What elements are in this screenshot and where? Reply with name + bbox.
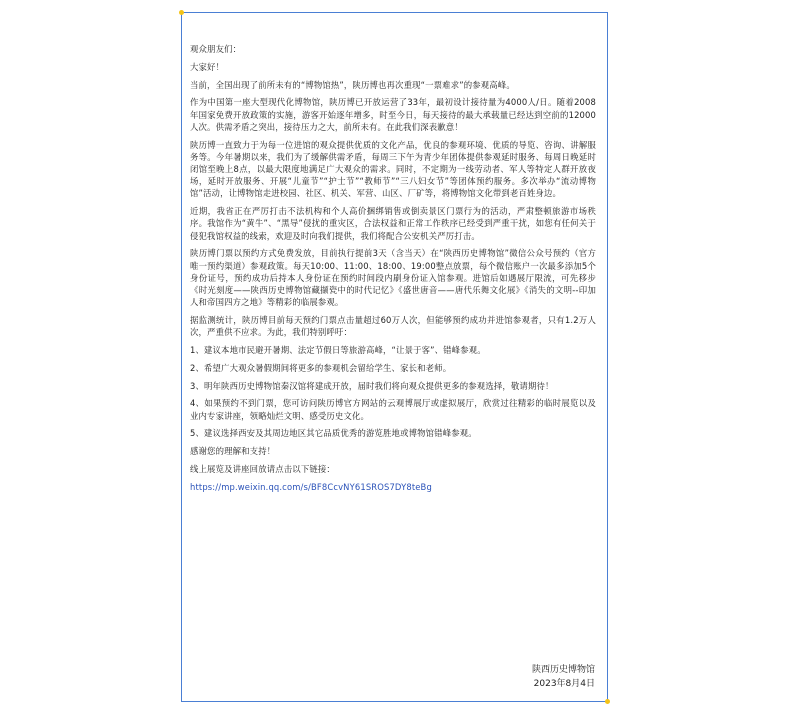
paragraph-5: 陕历博门票以预约方式免费发放，目前执行提前3天（含当天）在“陕西历史博物馆”微信公众号预约（官方唯一预约渠道）参观政策。每天10:00、11:00、18:00、19:00整点放票，每个微信账户一次最多添加5个身份证号，预约成功后持本人身份证在预约时间段内刷身份证入馆参观。进馆后如遇展厅限流，可先移步《时光刻度——陕西历史博物馆藏撷瓷中的时代记忆》《盛世唐音——唐代乐舞文化展》《消失的文明--印加人和帝国四方之地》等精彩的临展参观。 bbox=[190, 248, 596, 308]
paragraph-4: 近期，我省正在严厉打击不法机构和个人高价捆绑销售或倒卖景区门票行为的活动，严肃整顿旅游市场秩序。我馆作为“黄牛”、“黑导”侵扰的重灾区，合法权益和正常工作秩序已经受到严重干扰，如您有任何关于侵犯我馆权益的线索，欢迎及时向我们提供，我们将配合公安机关严厉打击。 bbox=[190, 206, 596, 241]
salutation: 观众朋友们： bbox=[190, 44, 242, 54]
signature-org: 陕西历史博物馆 bbox=[531, 665, 595, 675]
link-intro: 线上展览及讲座回放请点击以下链接： bbox=[190, 464, 335, 474]
paragraph-1: 当前，全国出现了前所未有的“博物馆热”，陕历博也再次重现“一票难求”的参观高峰。 bbox=[190, 79, 515, 90]
corner-handle-bottom-right[interactable] bbox=[605, 699, 610, 704]
document-page bbox=[181, 12, 608, 702]
paragraph-3: 陕历博一直致力于为每一位进馆的观众提供优质的文化产品，优良的参观环境、优质的导览、咨询、讲解服务等。今年暑期以来，我们为了缓解供需矛盾，每周三下午为青少年团体提供参观延时服务、每周日晚延时闭馆至晚上8点，以最大限度地满足广大观众的需求。同时，不定期为一线劳动者、军人等特定人群开放夜场，延时开放服务、开展“儿童节”“护士节”“教师节”“三八妇女节”等团体预约服务。多次举办“流动博物馆”活动，让博物馆走进校园、社区、机关、军营、山区、厂矿等，将博物馆文化带到老百姓身边。 bbox=[190, 139, 596, 199]
list-item-1: 1、建议本地市民避开暑期、法定节假日等旅游高峰，“让景于客”、错峰参观。 bbox=[190, 345, 486, 356]
list-item-4: 4、如果预约不到门票，您可访问陕历博官方网站的云观博展厅或虚拟展厅，欣赏过往精彩的临时展览以及业内专家讲座，领略灿烂文明、感受历史文化。 bbox=[190, 398, 596, 421]
thanks-line: 感谢您的理解和支持！ bbox=[190, 446, 276, 457]
list-item-3: 3、明年陕西历史博物馆秦汉馆将建成开放，届时我们将向观众提供更多的参观选择，敬请期待！ bbox=[190, 380, 554, 391]
letter-body bbox=[190, 43, 596, 499]
paragraph-6: 据监测统计，陕历博目前每天预约门票点击量超过60万人次，但能够预约成功并进馆参观者，只有1.2万人次，严重供不应求。为此，我们特别呼吁： bbox=[190, 315, 596, 338]
list-item-2: 2、希望广大观众暑假期间将更多的参观机会留给学生、家长和老师。 bbox=[190, 362, 452, 373]
replay-link[interactable]: https://mp.weixin.qq.com/s/BF8CcvNY61SROS7DY8teBg bbox=[190, 481, 432, 492]
corner-handle-top-left[interactable] bbox=[179, 10, 184, 15]
greeting: 大家好！ bbox=[190, 61, 225, 72]
paragraph-2: 作为中国第一座大型现代化博物馆，陕历博已开放运营了33年，最初设计接待量为4000人/日。随着2008年国家免费开放政策的实施，游客开始逐年增多，时至今日，每天接待的最大承载量已经达到空前的12000人次。供需矛盾之突出，接待压力之大，前所未有。在此我们深表歉意！ bbox=[190, 97, 596, 132]
signature-block bbox=[532, 664, 595, 691]
signature-date: 2023年8月4日 bbox=[533, 678, 595, 689]
list-item-5: 5、建议选择西安及其周边地区其它品质优秀的游览胜地或博物馆错峰参观。 bbox=[190, 428, 477, 439]
